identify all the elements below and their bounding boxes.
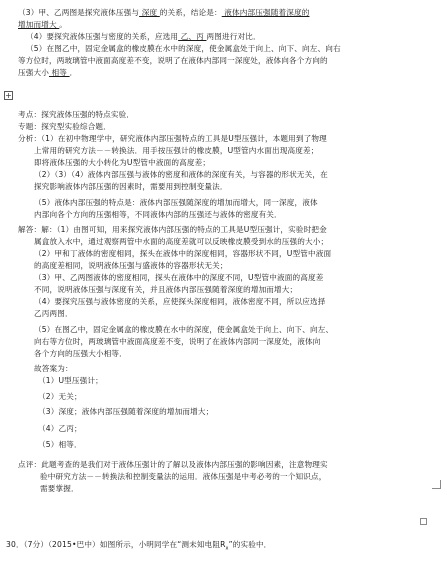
text-line bbox=[34, 325, 333, 335]
line-text: 属盒放入水中，通过观察两管中水面的高度差就可以反映橡皮膜受到水的压强的大小； bbox=[34, 237, 329, 246]
subscript: x bbox=[225, 545, 229, 552]
page-corner-mark bbox=[420, 518, 427, 525]
text-line bbox=[34, 297, 326, 307]
text-line bbox=[26, 44, 341, 54]
text-line bbox=[34, 337, 321, 347]
answer-underlined: 增加而增大 bbox=[18, 20, 60, 29]
text-line bbox=[34, 261, 228, 271]
text-line bbox=[6, 540, 271, 554]
line-text: 各个方向的压强大小相等． bbox=[34, 349, 127, 358]
text-line bbox=[34, 364, 73, 374]
line-text-tail: 两图进行对比． bbox=[206, 32, 261, 41]
line-text: 考点：探究液体压强的特点实验． bbox=[18, 110, 135, 119]
line-text: （3）深度；液体内部压强随着深度的增加而增大； bbox=[38, 407, 214, 416]
text-line bbox=[34, 237, 328, 247]
text-line bbox=[34, 249, 331, 259]
text-line bbox=[18, 460, 328, 470]
line-text: 30．（7分）（2015•巴中）如图所示，小明同学在“测未知电阻R bbox=[6, 540, 226, 549]
line-text: 不同，说明液体压强与深度有关，并且液体内部压强随着深度的增加而增大； bbox=[34, 285, 298, 294]
text-line bbox=[26, 32, 261, 42]
text-line bbox=[34, 273, 323, 283]
text-line bbox=[40, 484, 79, 494]
text-line bbox=[34, 198, 318, 208]
answer-underlined: 相等 bbox=[48, 68, 70, 77]
line-text: 乙丙两图． bbox=[34, 309, 73, 318]
page-corner-mark bbox=[432, 480, 441, 489]
text-line bbox=[18, 20, 67, 30]
text-line bbox=[34, 309, 73, 319]
answer-underlined: 深度 bbox=[139, 8, 160, 17]
text-line bbox=[40, 472, 327, 482]
line-text: （5）在图乙中，固定金属盒的橡皮膜在水中的深度，使金属盒处于向上、向下、向左、向右 bbox=[26, 44, 341, 53]
text-line bbox=[38, 424, 82, 434]
text-line bbox=[34, 210, 282, 220]
line-text: 压强大小 bbox=[18, 68, 49, 77]
line-text: （2）（3）（4）液体内部压强与液体的密度和液体的深度有关，与容器的形状无关，在 bbox=[34, 170, 328, 179]
answer-underlined: 液体内部压强随着深度的 bbox=[221, 8, 310, 17]
answer-underlined: 乙、丙 bbox=[178, 32, 207, 41]
line-text: 验中研究方法－－转换法和控制变量法的运用．液体压强是中考必考的一个知识点， bbox=[40, 472, 327, 481]
text-line bbox=[18, 134, 327, 144]
text-line bbox=[18, 225, 327, 235]
line-text: （2）甲和丁液体的密度相同，探头在液体中的深度相同，容器形状不同，U型管中液面 bbox=[34, 249, 332, 258]
text-line bbox=[38, 376, 103, 386]
text-line bbox=[38, 392, 82, 402]
text-line bbox=[34, 146, 318, 156]
text-line bbox=[34, 285, 297, 295]
text-line bbox=[34, 170, 328, 180]
line-text: 分析：（1）在初中物理学中，研究液体内部压强特点的工具是U型压强计，本题用到了物理 bbox=[18, 134, 327, 143]
line-text-tail: 。 bbox=[59, 20, 68, 29]
line-text: （4）乙丙； bbox=[38, 424, 82, 433]
line-text: 内部向各个方向的压强相等，不同液体内部的压强还与液体的密度有关． bbox=[34, 210, 282, 219]
line-text: 专题：探究型实验综合题． bbox=[18, 122, 111, 131]
text-line bbox=[38, 407, 213, 417]
text-line bbox=[18, 110, 134, 120]
line-text: 向右等方位时，两玻璃管中液面高度差不变，说明了在液体内部同一深度处，液体向 bbox=[34, 337, 321, 346]
text-line bbox=[34, 158, 210, 168]
line-text: （5）液体内部压强的特点是：液体内部压强随深度的增加而增大，同一深度，液体 bbox=[34, 198, 318, 207]
line-text: （5）相等． bbox=[38, 440, 82, 449]
line-text: （5）在图乙中，固定金属盒的橡皮膜在水中的深度，使金属盒处于向上、向下、向左、 bbox=[34, 325, 334, 334]
line-text: 探究影响液体内部压强的因素时，需要用到控制变量法． bbox=[34, 182, 228, 191]
line-text-tail: ”的实验中． bbox=[228, 540, 272, 549]
line-text-tail: ． bbox=[69, 68, 78, 77]
text-line bbox=[18, 56, 328, 66]
text-line bbox=[34, 349, 127, 359]
text-line bbox=[18, 8, 309, 18]
text-line bbox=[18, 68, 77, 78]
line-text: （1）U型压强计； bbox=[38, 376, 103, 385]
line-text: 即将液体压强的大小转化为U型管中液面的高度差； bbox=[34, 158, 211, 167]
text-line bbox=[38, 440, 82, 450]
line-text: 需要掌握． bbox=[40, 484, 79, 493]
line-text: （3）甲、乙两图是探究液体压强与 bbox=[18, 8, 140, 17]
text-line bbox=[34, 182, 228, 192]
line-text: （2）无关； bbox=[38, 392, 82, 401]
line-text: 解答：解：（1）由图可知，用来探究液体内部压强的特点的工具是U型压强计，实验时把金 bbox=[18, 225, 327, 234]
text-line bbox=[18, 122, 111, 132]
line-text: 等方位时，两玻璃管中液面高度差不变，说明了在液体内部同一深度处，液体向各个方向的 bbox=[18, 56, 328, 65]
line-text: 点评：此题考查的是我们对于液体压强计的了解以及液体内部压强的影响因素，注意物理实 bbox=[18, 460, 328, 469]
line-text: 故答案为： bbox=[34, 364, 73, 373]
line-text: （4）要探究液体压强与密度的关系，应选用 bbox=[26, 32, 179, 41]
line-text: 的高度差相同，说明液体压强与盛液体的容器形状无关； bbox=[34, 261, 228, 270]
line-text: （3）甲、乙两图液体的密度相同，探头在液体中的深度不同，U型管中液面的高度差 bbox=[34, 273, 324, 282]
line-text-tail: 的关系，结论是： bbox=[159, 8, 222, 17]
table-move-handle-icon[interactable]: + bbox=[5, 91, 12, 100]
line-text: 上常用的研究方法－－转换法．用手按压强计的橡皮膜，U型管内水面出现高度差； bbox=[34, 146, 319, 155]
line-text: （4）要探究压强与液体密度的关系，应使探头深度相同，液体密度不同，所以应选择 bbox=[34, 297, 326, 306]
